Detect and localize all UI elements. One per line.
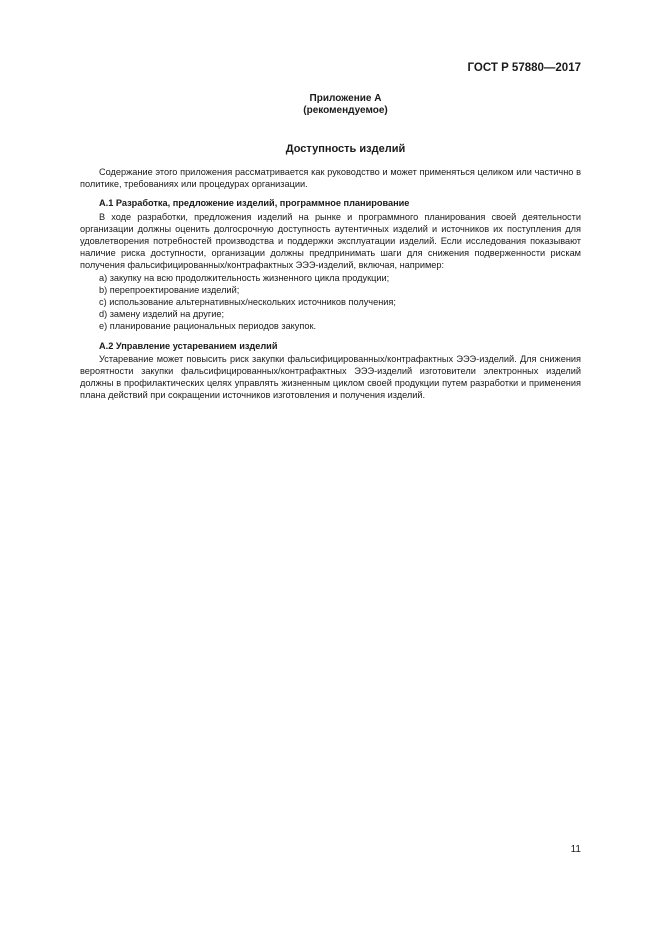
a2-paragraph: Устаревание может повысить риск закупки фальсифицированных/контрафактных ЭЭЭ-изделий. Для снижения вероятности закупки фальсифицированных/контрафактных ЭЭЭ-изделий изготовители электронных изделий должны в профилактических целях управлять жизненным циклом своей продукции путем разработки и применения плана действий при сокращении источников изготовления и получения изделий.	[80, 353, 581, 401]
list-item: a) закупку на всю продолжительность жизненного цикла продукции;	[99, 272, 390, 283]
document-body	[80, 166, 581, 402]
appendix-heading	[0, 93, 661, 117]
a1-list	[80, 272, 581, 333]
appendix-title: Приложение А	[309, 93, 382, 104]
section-title: Доступность изделий	[285, 143, 406, 155]
a1-heading: А.1 Разработка, предложение изделий, программное планирование	[99, 198, 410, 209]
a2-heading: А.2 Управление устареванием изделий	[99, 340, 278, 351]
list-item: b) перепроектирование изделий;	[99, 284, 240, 295]
appendix-status: (рекомендуемое)	[303, 105, 388, 116]
intro-paragraph: Содержание этого приложения рассматривается как руководство и может применяться целиком или частично в политике, требованиях или процедурах организации.	[80, 167, 581, 190]
list-item: d) замену изделий на другие;	[99, 309, 225, 320]
page-number: 11	[570, 844, 581, 855]
document-code: ГОСТ Р 57880—2017	[467, 62, 581, 74]
list-item: c) использование альтернативных/нескольких источников получения;	[99, 297, 396, 308]
a1-paragraph: В ходе разработки, предложения изделий на рынке и программного планирования своей деятельности организации должны оценить долгосрочную доступность аутентичных изделий и источников их поступления для удовлетворения потребностей производства и поддержки эксплуатации изделий. Если исследования показывают наличие риска доступности, организации должны предпринимать шаги для снижения подверженности рискам получения фальсифицированных/контрафактных ЭЭЭ-изделий, включая, например:	[80, 211, 581, 271]
list-item: e) планирование рациональных периодов закупок.	[99, 321, 317, 332]
